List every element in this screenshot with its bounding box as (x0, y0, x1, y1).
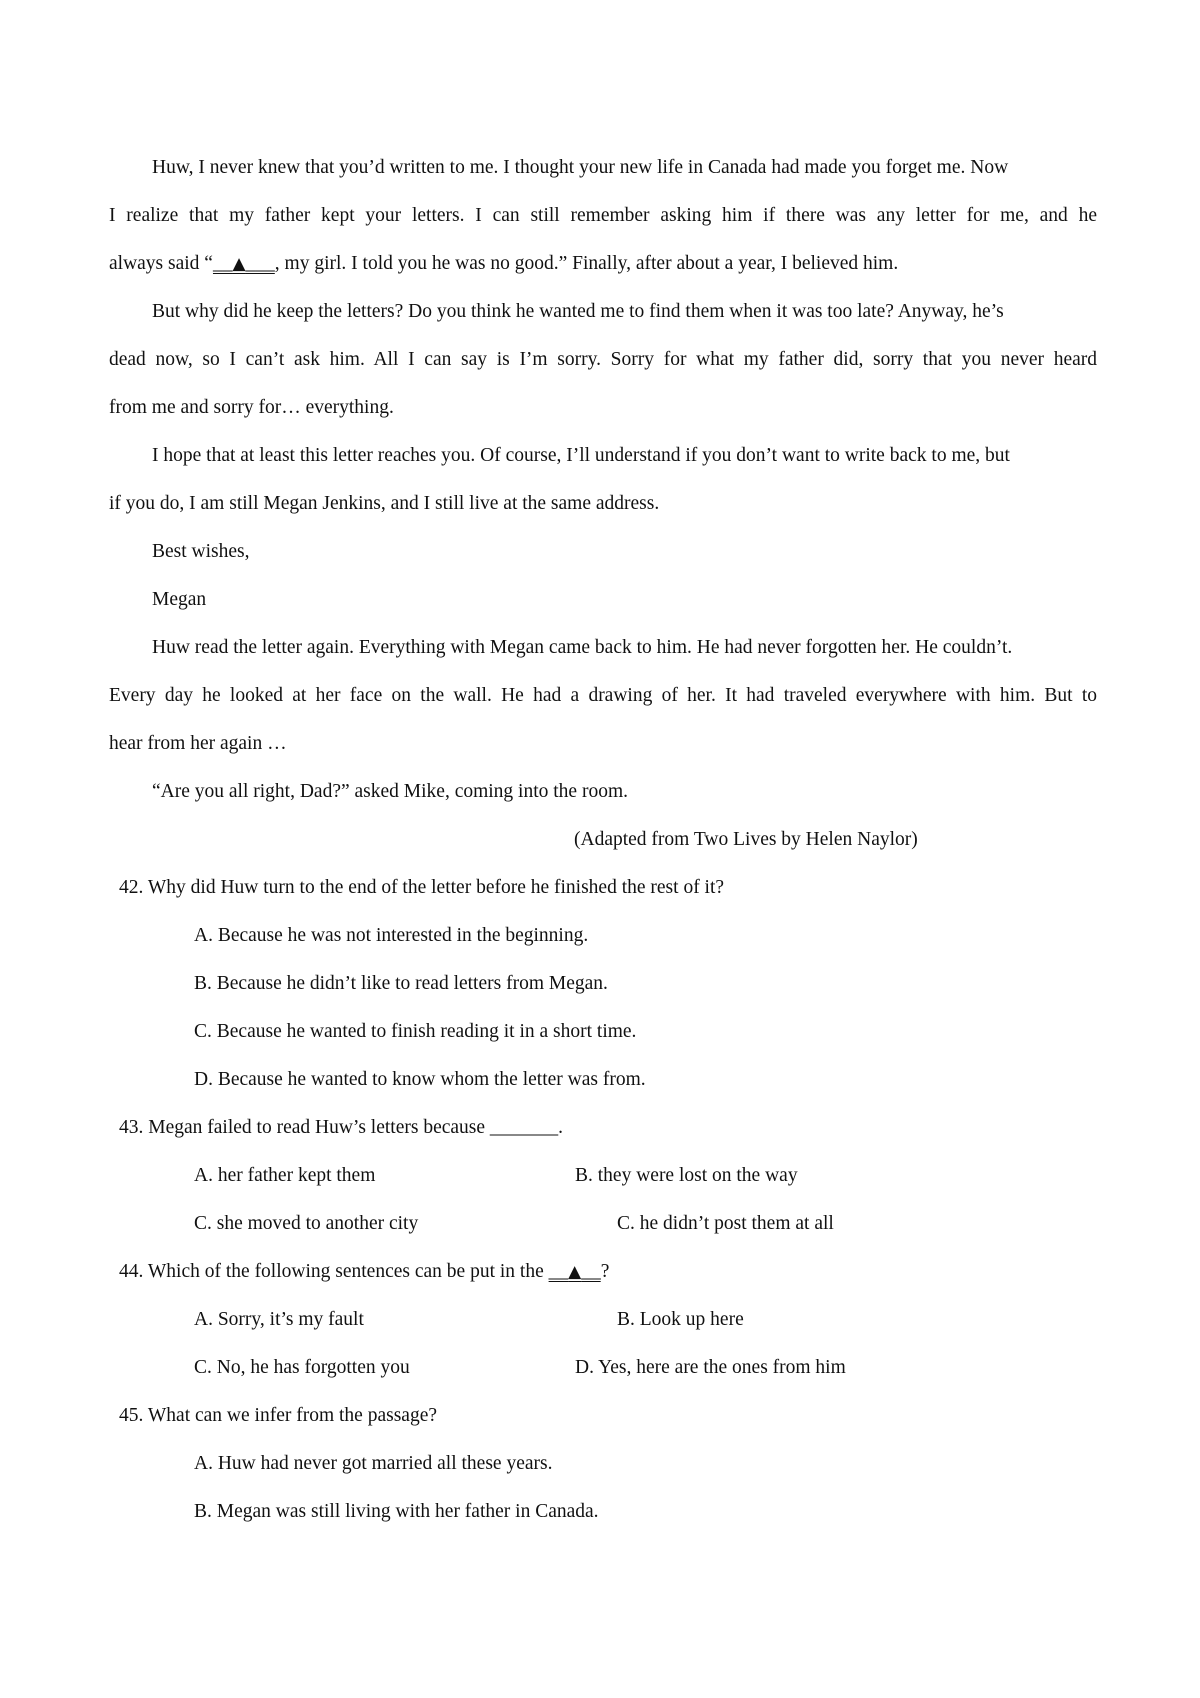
triangle-marker-icon: ▲ (568, 1262, 582, 1282)
answer-blank (549, 1261, 601, 1282)
blank-underline: __ (548, 1261, 569, 1282)
blank-underline: ___ (245, 253, 275, 274)
passage-line: hear from her again … (109, 733, 287, 754)
passage-line: Every day he looked at her face on the wall. He had a drawing of her. It had traveled everywhere with him. But to (109, 685, 1097, 706)
passage-line: I hope that at least this letter reaches you. Of course, I’ll understand if you don’t want to write back to me, but (152, 445, 1010, 466)
passage-line (109, 252, 898, 276)
blank-underline: __ (212, 253, 233, 274)
question-option[interactable]: B. they were lost on the way (575, 1165, 798, 1186)
question-option[interactable]: D. Yes, here are the ones from him (575, 1357, 846, 1378)
passage-line: Huw, I never knew that you’d written to me. I thought your new life in Canada had made you forget me. Now (152, 157, 1009, 178)
blank-underline: __ (581, 1261, 601, 1282)
passage-line: from me and sorry for… everything. (109, 397, 394, 418)
question-option[interactable]: A. her father kept them (194, 1165, 376, 1186)
question-option[interactable]: C. she moved to another city (194, 1213, 419, 1234)
passage-line: “Are you all right, Dad?” asked Mike, coming into the room. (152, 781, 628, 802)
answer-blank (213, 253, 275, 274)
question-option[interactable]: B. Because he didn’t like to read letters from Megan. (194, 973, 608, 994)
text-span: ? (600, 1261, 610, 1282)
source-citation: (Adapted from Two Lives by Helen Naylor) (574, 829, 918, 850)
text-span: 44. Which of the following sentences can be put in the (119, 1261, 549, 1282)
question-option[interactable]: A. Because he was not interested in the beginning. (194, 925, 589, 946)
question-option[interactable]: C. he didn’t post them at all (617, 1213, 834, 1234)
passage-line: But why did he keep the letters? Do you think he wanted me to find them when it was too late? Anyway, he’s (152, 301, 1004, 322)
passage-line: if you do, I am still Megan Jenkins, and I still live at the same address. (109, 493, 660, 514)
text-span: always said “ (109, 253, 213, 274)
question-stem: 42. Why did Huw turn to the end of the letter before he finished the rest of it? (119, 877, 725, 898)
question-option[interactable]: B. Megan was still living with her father in Canada. (194, 1501, 599, 1522)
question-option[interactable]: D. Because he wanted to know whom the letter was from. (194, 1069, 646, 1090)
passage-line: dead now, so I can’t ask him. All I can say is I’m sorry. Sorry for what my father did, sorry that you never heard (109, 349, 1097, 370)
passage-line: I realize that my father kept your letters. I can still remember asking him if there was any letter for me, and he (109, 205, 1097, 226)
letter-closing: Best wishes, (152, 541, 250, 562)
question-option[interactable]: A. Huw had never got married all these years. (194, 1453, 553, 1474)
letter-signature: Megan (152, 589, 207, 610)
question-stem: 45. What can we infer from the passage? (119, 1405, 438, 1426)
question-stem: 43. Megan failed to read Huw’s letters because _______. (119, 1117, 564, 1138)
question-option[interactable]: C. Because he wanted to finish reading it in a short time. (194, 1021, 637, 1042)
question-stem (119, 1260, 609, 1284)
question-option[interactable]: A. Sorry, it’s my fault (194, 1309, 364, 1330)
triangle-marker-icon: ▲ (232, 254, 246, 274)
passage-line: Huw read the letter again. Everything with Megan came back to him. He had never forgotten her. He couldn’t. (152, 637, 1013, 658)
question-option[interactable]: C. No, he has forgotten you (194, 1357, 410, 1378)
question-option[interactable]: B. Look up here (617, 1309, 744, 1330)
text-span: , my girl. I told you he was no good.” Finally, after about a year, I believed him. (274, 253, 899, 274)
